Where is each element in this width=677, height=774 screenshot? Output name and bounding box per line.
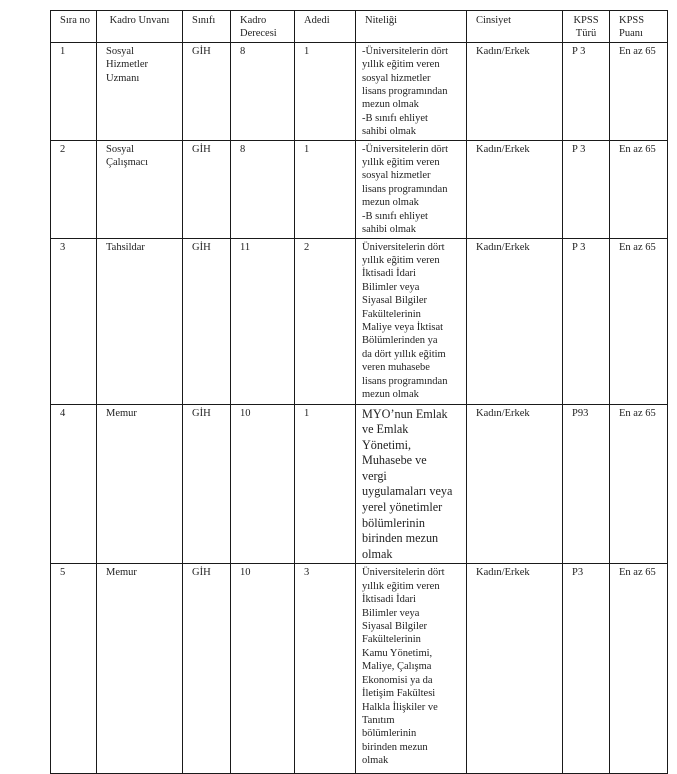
niteligi-line: Bölümlerinden ya: [362, 335, 438, 347]
cell-kpss-puani: En az 65: [610, 238, 668, 404]
cell-sira-no: 2: [51, 140, 97, 238]
cell-kadro-derecesi: 8: [231, 140, 295, 238]
niteligi-line: Fakültelerinin: [362, 634, 421, 646]
table-row: [51, 140, 668, 238]
cell-sira-no: 4: [51, 404, 97, 564]
cell-kpss-turu: P 3: [563, 238, 610, 404]
niteligi-line: Tanıtım: [362, 714, 395, 726]
niteligi-line: veren muhasebe: [362, 362, 430, 374]
niteligi-line: -Üniversitelerin dört: [362, 143, 449, 155]
cell-sinifi: GİH: [183, 404, 231, 564]
cell-sira-no: 1: [51, 42, 97, 140]
niteligi-line: Üniversitelerin dört: [362, 241, 445, 253]
niteligi-line: -B sınıfı ehliyet: [362, 112, 428, 124]
niteligi-line: olmak: [362, 546, 393, 561]
niteligi-line: yıllık eğitim veren: [362, 580, 440, 592]
cell-kadro-unvani: Memur: [97, 564, 183, 774]
cell-sira-no: 3: [51, 238, 97, 404]
cell-cinsiyet: Kadın/Erkek: [467, 140, 563, 238]
niteligi-line: lisans programından: [362, 86, 448, 98]
niteligi-line: İktisadi İdari: [362, 594, 416, 606]
header-sinifi: Sınıfı: [183, 11, 231, 43]
header-row: [51, 11, 668, 43]
cell-cinsiyet: Kadın/Erkek: [467, 404, 563, 564]
niteligi-line: İletişim Fakültesi: [362, 688, 436, 700]
niteligi-line: Siyasal Bilgiler: [362, 295, 428, 307]
kadro-table: [50, 10, 668, 774]
cell-kpss-puani: En az 65: [610, 42, 668, 140]
niteligi-line: yerel yönetimler: [362, 500, 443, 515]
cell-adedi: 1: [295, 404, 356, 564]
cell-kadro-unvani: Memur: [97, 404, 183, 564]
table-row: [51, 42, 668, 140]
niteligi-line: Fakültelerinin: [362, 308, 421, 320]
table-row: [51, 564, 668, 774]
table-row: [51, 404, 668, 564]
header-sira-no: Sıra no: [51, 11, 97, 43]
niteligi-line: Kamu Yönetimi,: [362, 647, 433, 659]
cell-cinsiyet: Kadın/Erkek: [467, 238, 563, 404]
cell-sira-no: 5: [51, 564, 97, 774]
cell-niteligi: [356, 404, 467, 564]
cell-niteligi: [356, 238, 467, 404]
cell-adedi: 2: [295, 238, 356, 404]
cell-kadro-unvani: Tahsildar: [97, 238, 183, 404]
header-kpss-turu: KPSS Türü: [563, 11, 610, 43]
niteligi-line: olmak: [362, 755, 389, 767]
cell-kpss-puani: En az 65: [610, 140, 668, 238]
cell-kadro-derecesi: 8: [231, 42, 295, 140]
cell-kpss-turu: P93: [563, 404, 610, 564]
niteligi-line: yıllık eğitim veren: [362, 59, 440, 71]
cell-kadro-unvani: Sosyal Çalışmacı: [97, 140, 183, 238]
header-kpss-puani: KPSS Puanı: [610, 11, 668, 43]
cell-sinifi: GİH: [183, 140, 231, 238]
niteligi-line: MYO’nun Emlak: [362, 406, 448, 421]
niteligi-line: Ekonomisi ya da: [362, 674, 433, 686]
niteligi-line: mezun olmak: [362, 388, 419, 400]
cell-adedi: 1: [295, 140, 356, 238]
cell-kpss-puani: En az 65: [610, 404, 668, 564]
niteligi-line: birinden mezun: [362, 741, 428, 753]
header-adedi: Adedi: [295, 11, 356, 43]
header-cinsiyet: Cinsiyet: [467, 11, 563, 43]
niteligi-line: Bilimler veya: [362, 607, 420, 619]
cell-cinsiyet: Kadın/Erkek: [467, 564, 563, 774]
cell-niteligi: [356, 42, 467, 140]
niteligi-line: Muhasebe ve: [362, 453, 427, 468]
cell-kadro-derecesi: 10: [231, 404, 295, 564]
niteligi-line: yıllık eğitim veren: [362, 157, 440, 169]
niteligi-line: yıllık eğitim veren: [362, 254, 440, 266]
cell-kpss-turu: P3: [563, 564, 610, 774]
niteligi-line: sosyal hizmetler: [362, 72, 431, 84]
niteligi-line: Halkla İlişkiler ve: [362, 701, 438, 713]
cell-kpss-puani: En az 65: [610, 564, 668, 774]
niteligi-line: birinden mezun: [362, 531, 439, 546]
document-page: [50, 10, 668, 774]
niteligi-line: sahibi olmak: [362, 126, 416, 138]
niteligi-line: sosyal hizmetler: [362, 170, 431, 182]
cell-kadro-derecesi: 10: [231, 564, 295, 774]
cell-kadro-derecesi: 11: [231, 238, 295, 404]
cell-niteligi: [356, 140, 467, 238]
cell-niteligi: [356, 564, 467, 774]
cell-adedi: 1: [295, 42, 356, 140]
niteligi-line: Yönetimi,: [362, 437, 412, 452]
header-kadro-unvani: Kadro Unvanı: [97, 11, 183, 43]
niteligi-line: mezun olmak: [362, 99, 419, 111]
niteligi-line: bölümlerinin: [362, 728, 417, 740]
niteligi-line: Maliye, Çalışma: [362, 661, 432, 673]
niteligi-line: -Üniversitelerin dört: [362, 45, 449, 57]
niteligi-line: mezun olmak: [362, 197, 419, 209]
cell-sinifi: GİH: [183, 42, 231, 140]
cell-kadro-unvani: Sosyal Hizmetler Uzmanı: [97, 42, 183, 140]
niteligi-line: İktisadi İdari: [362, 268, 416, 280]
table-body: [51, 42, 668, 774]
niteligi-line: Bilimler veya: [362, 281, 420, 293]
niteligi-line: bölümlerinin: [362, 515, 425, 530]
header-niteligi: Niteliği: [356, 11, 467, 43]
niteligi-line: ve Emlak: [362, 422, 409, 437]
niteligi-line: da dört yıllık eğitim: [362, 348, 446, 360]
niteligi-line: lisans programından: [362, 375, 448, 387]
cell-kpss-turu: P 3: [563, 140, 610, 238]
niteligi-line: uygulamaları veya: [362, 484, 453, 499]
cell-adedi: 3: [295, 564, 356, 774]
niteligi-line: -B sınıfı ehliyet: [362, 210, 428, 222]
header-kadro-derecesi: Kadro Derecesi: [231, 11, 295, 43]
cell-cinsiyet: Kadın/Erkek: [467, 42, 563, 140]
cell-sinifi: GİH: [183, 238, 231, 404]
niteligi-line: Üniversitelerin dört: [362, 567, 445, 579]
niteligi-line: Siyasal Bilgiler: [362, 621, 428, 633]
cell-kpss-turu: P 3: [563, 42, 610, 140]
niteligi-line: sahibi olmak: [362, 224, 416, 236]
table-row: [51, 238, 668, 404]
niteligi-line: Maliye veya İktisat: [362, 321, 444, 333]
niteligi-line: lisans programından: [362, 183, 448, 195]
niteligi-line: vergi: [362, 468, 387, 483]
cell-sinifi: GİH: [183, 564, 231, 774]
